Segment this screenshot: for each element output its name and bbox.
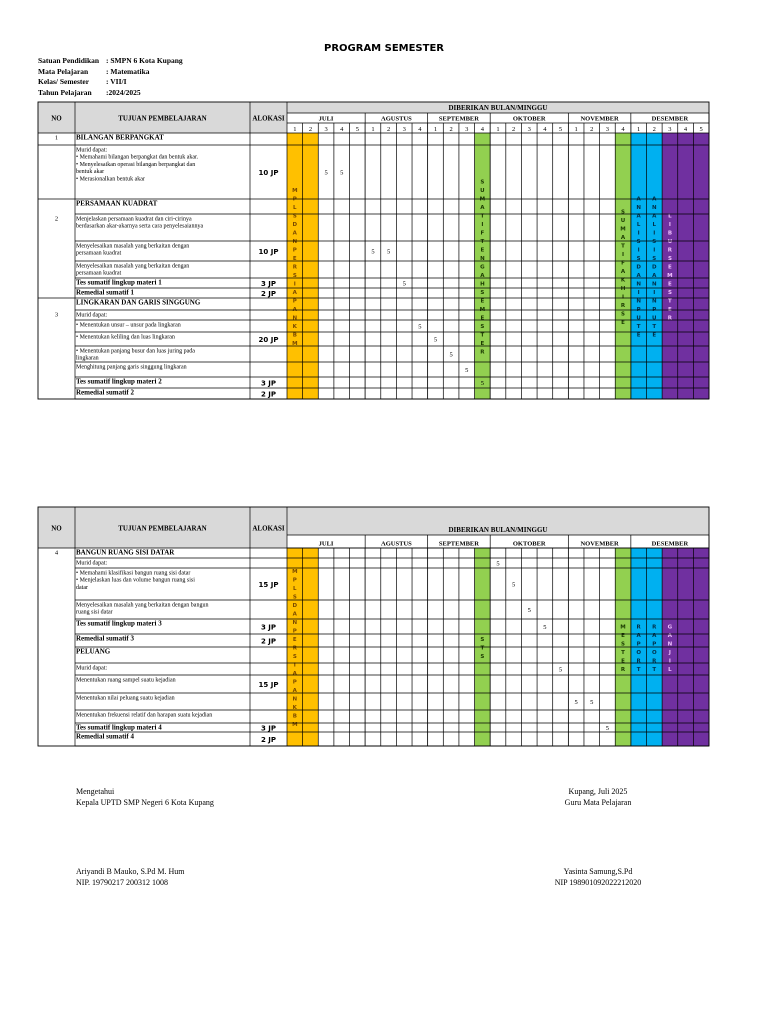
week-label: 1 <box>371 126 375 133</box>
alokasi-value: 20 JP <box>258 336 279 344</box>
week-mark: 5 <box>527 607 531 614</box>
objective-text: • Memahami bilangan berpangkat dan bentuk akar. <box>76 154 199 161</box>
objective-text: persamaan kuadrat <box>76 250 122 257</box>
month-label: AGUSTUS <box>381 540 412 548</box>
week-label: 1 <box>574 126 578 133</box>
week-mark: 5 <box>605 725 610 732</box>
objective-text: Murid dapat: <box>76 665 108 672</box>
objective-text: Menentukan frekuensi relatif dan harapan suatu kejadian <box>76 712 213 719</box>
week-label: 2 <box>386 126 391 133</box>
objective-text: Menyelesaikan masalah yang berkaitan dengan <box>76 243 190 250</box>
week-label: 3 <box>527 126 531 133</box>
week-mark: 5 <box>543 624 547 631</box>
band-label: R A P O R T <box>651 624 657 673</box>
header-no: NO <box>51 524 62 533</box>
objective-text: Tes sumatif lingkup materi 4 <box>76 723 162 732</box>
week-mark: 5 <box>340 169 344 177</box>
info-row: Satuan Pendidikan : SMPN 6 Kota Kupang <box>38 56 183 65</box>
header-diberikan: DIBERIKAN BULAN/MINGGU <box>448 526 548 534</box>
week-label: 3 <box>465 126 469 133</box>
month-label: JULI <box>318 540 334 548</box>
objective-text: LINGKARAN DAN GARIS SINGGUNG <box>76 298 201 307</box>
week-label: 4 <box>621 126 625 133</box>
week-label: 4 <box>418 126 422 133</box>
objective-text: Menyelesaikan masalah yang berkaitan dengan <box>76 263 190 270</box>
band-label: M P L S D A N P E R S I A P A N K B M <box>292 188 298 348</box>
week-mark: 5 <box>418 323 422 331</box>
month-label: DESEMBER <box>651 540 689 548</box>
month-label: JULI <box>318 115 334 123</box>
objective-text: • Menentukan unsur – unsur pada lingkaran <box>76 322 181 329</box>
month-label: NOVEMBER <box>580 540 619 548</box>
week-label: 1 <box>637 126 641 133</box>
week-mark: 5 <box>590 699 594 706</box>
week-label: 4 <box>340 126 344 133</box>
alokasi-value: 10 JP <box>258 248 279 256</box>
objective-text: Menentukan nilai peluang suatu kejadian <box>76 695 175 702</box>
info-row: Kelas/ Semester : VII/I <box>38 77 127 87</box>
signature-right-heading: Kupang, Juli 2025 Guru Mata Pelajaran <box>564 787 632 807</box>
week-label: 1 <box>496 126 500 133</box>
alokasi-value: 3 JP <box>260 379 277 388</box>
week-label: 5 <box>558 126 563 133</box>
alokasi-value: 15 JP <box>258 581 279 589</box>
band-label: S U M A T I F T E N G A H S E M E S T E R <box>479 179 486 356</box>
alokasi-value: 3 JP <box>260 280 277 288</box>
objective-text: • Menyelesaikan operasi bilangan berpangkat dan <box>76 161 196 168</box>
week-mark: 5 <box>512 581 516 589</box>
week-label: 3 <box>668 126 672 133</box>
objective-text: Menentukan ruang sampel suatu kejadian <box>76 677 176 684</box>
objective-text: persamaan kuadrat <box>76 270 122 277</box>
row-number: 3 <box>54 311 59 319</box>
week-mark: 5 <box>449 351 453 359</box>
week-label: 3 <box>324 126 328 133</box>
objective-text: PELUANG <box>76 647 111 656</box>
week-mark: 5 <box>402 280 406 288</box>
week-label: 2 <box>449 126 453 133</box>
row-number: 1 <box>54 134 59 142</box>
objective-text: • Menentukan keliling dan luas lingkaran <box>76 334 175 341</box>
objective-text: • Memahami klasifikasi bangun ruang sisi datar <box>76 570 191 577</box>
band-label: A N A L I S I S D A N I N P U T E <box>651 196 657 339</box>
week-mark: 5 <box>371 248 375 256</box>
week-mark: 5 <box>574 699 578 706</box>
band-label: L I B U R S E M E S T E R <box>667 213 673 322</box>
band-label: M P L S D A N P E R S I A P A N K B M <box>292 569 298 729</box>
week-label: 2 <box>308 126 313 133</box>
row-number: 4 <box>54 549 59 557</box>
objective-text: Menjelaskan persamaan kuadrat dan ciri-cirinya <box>76 216 192 223</box>
objective-text: Tes sumatif lingkup materi 3 <box>76 619 162 628</box>
objective-text: Murid dapat: <box>76 560 108 567</box>
month-label: SEPTEMBER <box>438 540 479 548</box>
objective-text: BILANGAN BERPANGKAT <box>76 133 164 142</box>
row-number: 2 <box>54 215 59 223</box>
month-label: DESEMBER <box>651 115 689 123</box>
alokasi-value: 2 JP <box>260 290 277 298</box>
objective-text: BANGUN RUANG SISI DATAR <box>76 548 175 557</box>
alokasi-value: 3 JP <box>260 724 277 733</box>
band-label: G A N J I L <box>667 624 673 673</box>
header-no: NO <box>51 114 62 123</box>
week-mark: 5 <box>496 560 500 568</box>
band-label: S T S <box>480 637 485 661</box>
header-tujuan: TUJUAN PEMBELAJARAN <box>118 114 207 123</box>
signature-left-name: Ariyandi B Mauko, S.Pd M. Hum NIP. 19790217 200312 1008 <box>76 867 185 887</box>
header-alokasi: ALOKASI <box>252 114 285 123</box>
week-label: 1 <box>433 126 438 133</box>
week-mark: 5 <box>558 666 563 674</box>
objective-text: Remedial sumatif 2 <box>76 388 134 397</box>
band-label: S U M A T I F A K H I R S E <box>620 209 626 326</box>
alokasi-value: 3 JP <box>260 623 277 632</box>
alokasi-value: 2 JP <box>260 736 277 744</box>
band-label: A N A L I S I S D A N I N P U T E <box>636 196 641 339</box>
objective-text: Remedial sumatif 4 <box>76 732 134 741</box>
week-label: 5 <box>699 126 703 133</box>
objective-text: Remedial sumatif 3 <box>76 634 134 643</box>
objective-text: PERSAMAAN KUADRAT <box>76 199 158 208</box>
week-label: 4 <box>543 126 547 133</box>
signature-right-name: Yasinta Samung,S.Pd NIP 198901092022212020 <box>554 867 642 887</box>
band-label: R A P O R T <box>636 624 642 673</box>
month-label: AGUSTUS <box>381 115 412 123</box>
header-alokasi: ALOKASI <box>252 524 285 533</box>
week-label: 4 <box>683 126 688 133</box>
signature-left-heading: Mengetahui Kepala UPTD SMP Negeri 6 Kota Kupang <box>76 787 214 807</box>
week-label: 3 <box>402 126 406 133</box>
week-mark: 5 <box>465 367 469 374</box>
week-label: 2 <box>590 126 594 133</box>
objective-text: bentuk akar <box>76 169 105 176</box>
week-mark: 5 <box>324 169 328 177</box>
alokasi-value: 2 JP <box>260 390 277 399</box>
header-tujuan: TUJUAN PEMBELAJARAN <box>118 524 207 533</box>
objective-text: Menghitung panjang garis singgung lingkaran <box>76 364 187 371</box>
objective-text: lingkaran <box>76 355 99 362</box>
band-label: M E S T E R <box>620 624 626 673</box>
objective-text: • Menentukan panjang busur dan luas juring pada <box>76 348 195 355</box>
month-header-background <box>287 535 709 548</box>
week-mark: 5 <box>433 336 438 344</box>
alokasi-value: 10 JP <box>258 169 279 177</box>
objective-text: Murid dapat: <box>76 312 108 319</box>
week-label: 4 <box>480 126 484 133</box>
month-label: NOVEMBER <box>580 115 619 123</box>
info-row: Tahun Pelajaran :2024/2025 <box>38 87 141 97</box>
page-title: PROGRAM SEMESTER <box>324 43 444 54</box>
alokasi-value: 2 JP <box>260 637 277 646</box>
header-diberikan: DIBERIKAN BULAN/MINGGU <box>448 104 548 112</box>
week-label: 2 <box>652 126 656 133</box>
week-label: 5 <box>355 126 359 133</box>
objective-text: ruang sisi datar <box>76 609 113 616</box>
objective-text: • Menjelaskan luas dan volume bangun ruang sisi <box>76 577 195 584</box>
month-label: SEPTEMBER <box>438 115 479 123</box>
info-row: Mata Pelajaran : Matematika <box>38 66 150 76</box>
month-label: OKTOBER <box>512 540 546 548</box>
objective-text: Tes sumatif lingkup materi 2 <box>76 377 162 386</box>
week-label: 2 <box>512 126 516 133</box>
objective-text: datar <box>76 584 88 591</box>
week-mark: 5 <box>480 380 484 387</box>
month-label: OKTOBER <box>512 115 546 123</box>
week-mark: 5 <box>386 248 391 256</box>
week-label: 3 <box>605 126 610 133</box>
objective-text: Murid dapat: <box>76 147 108 154</box>
objective-text: Menyelesaikan masalah yang berkaitan dengan bangun <box>76 602 209 609</box>
objective-text: Remedial sumatif 1 <box>76 288 134 297</box>
objective-text: • Merasionalkan bentuk akar <box>76 176 145 183</box>
objective-text: berdasarkan akar-akarnya serta cara penyelesaiannya <box>76 223 204 230</box>
alokasi-value: 15 JP <box>258 681 279 689</box>
objective-text: Tes sumatif lingkup materi 1 <box>76 278 162 287</box>
week-label: 1 <box>293 126 297 133</box>
